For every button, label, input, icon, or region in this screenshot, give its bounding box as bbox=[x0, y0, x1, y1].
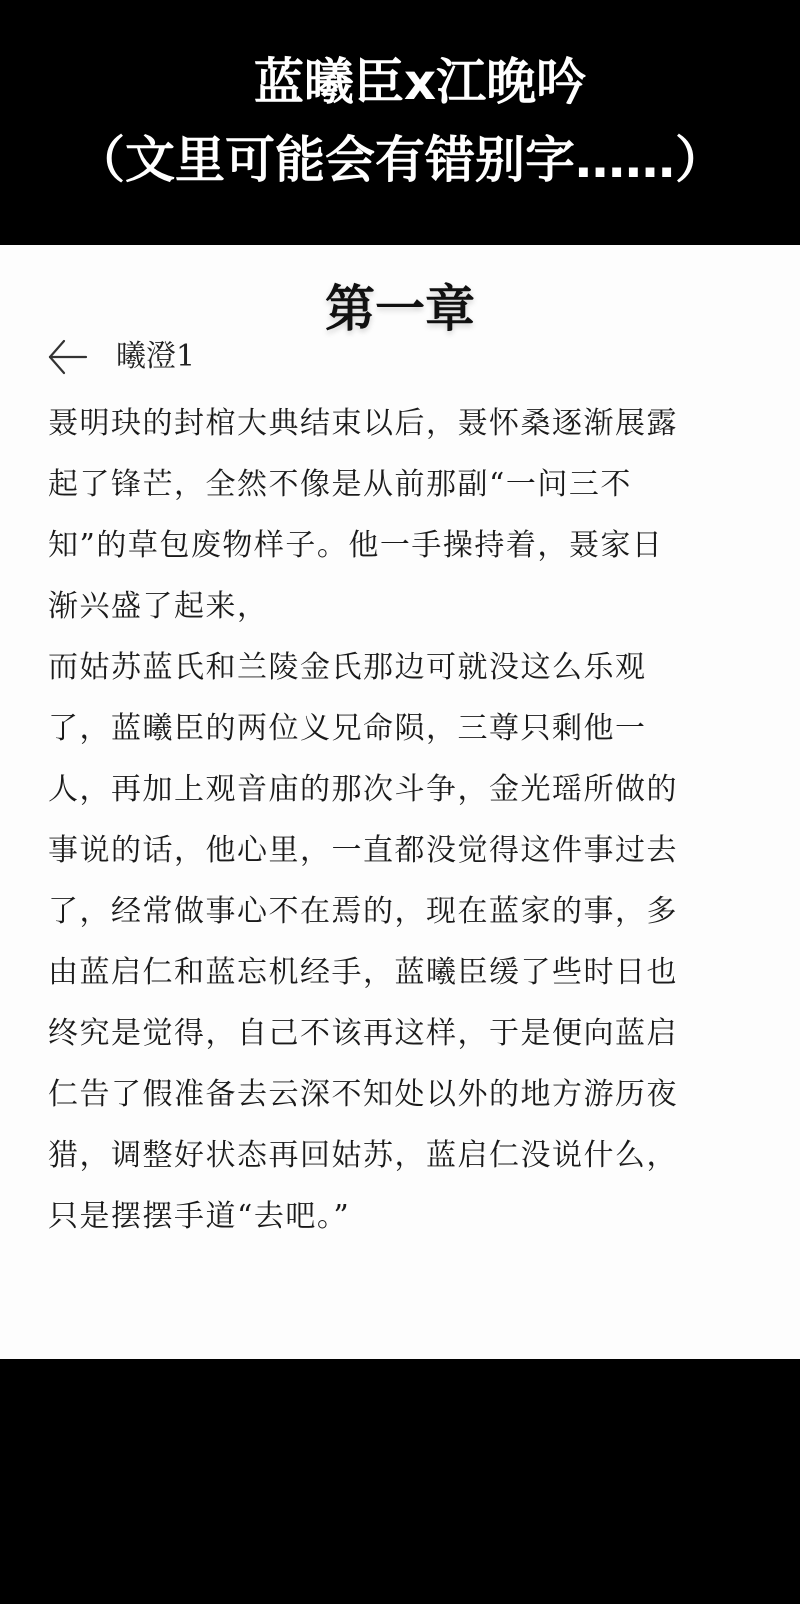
bottom-band bbox=[0, 1359, 800, 1604]
body-line: 只是摆摆手道“去吧。” bbox=[48, 1199, 351, 1234]
body-line: 由蓝启仁和蓝忘机经手，蓝曦臣缓了些时日也 bbox=[48, 955, 678, 990]
body-line: 了，蓝曦臣的两位义兄命陨，三尊只剩他一 bbox=[48, 711, 647, 746]
body-line: 仁告了假准备去云深不知处以外的地方游历夜 bbox=[48, 1077, 678, 1112]
chapter-title: 第一章 bbox=[325, 280, 475, 338]
body-line: 人，再加上观音庙的那次斗争，金光瑶所做的 bbox=[48, 772, 678, 807]
body-line: 聂明玦的封棺大典结束以后，聂怀桑逐渐展露 bbox=[48, 406, 678, 441]
banner-subtitle: （文里可能会有错别字……） bbox=[75, 131, 725, 189]
body-line: 渐兴盛了起来， bbox=[48, 589, 269, 624]
body-line: 知”的草包废物样子。他一手操持着，聂家日 bbox=[48, 528, 664, 563]
reading-page bbox=[0, 245, 800, 1359]
body-line: 了，经常做事心不在焉的，现在蓝家的事，多 bbox=[48, 894, 678, 929]
chapter-label: 曦澄1 bbox=[116, 339, 196, 374]
top-banner bbox=[0, 0, 800, 245]
body-line: 而姑苏蓝氏和兰陵金氏那边可就没这么乐观 bbox=[48, 650, 647, 685]
nav-row bbox=[46, 335, 195, 379]
chapter-body bbox=[48, 393, 760, 1247]
body-line: 猎，调整好状态再回姑苏，蓝启仁没说什么， bbox=[48, 1138, 678, 1173]
body-line: 起了锋芒，全然不像是从前那副“一问三不 bbox=[48, 467, 632, 502]
arrow-left-icon[interactable] bbox=[46, 337, 90, 377]
body-line: 终究是觉得，自己不该再这样，于是便向蓝启 bbox=[48, 1016, 678, 1051]
body-line: 事说的话，他心里，一直都没觉得这件事过去 bbox=[48, 833, 678, 868]
banner-title: 蓝曦臣x江晚吟 bbox=[253, 53, 587, 111]
